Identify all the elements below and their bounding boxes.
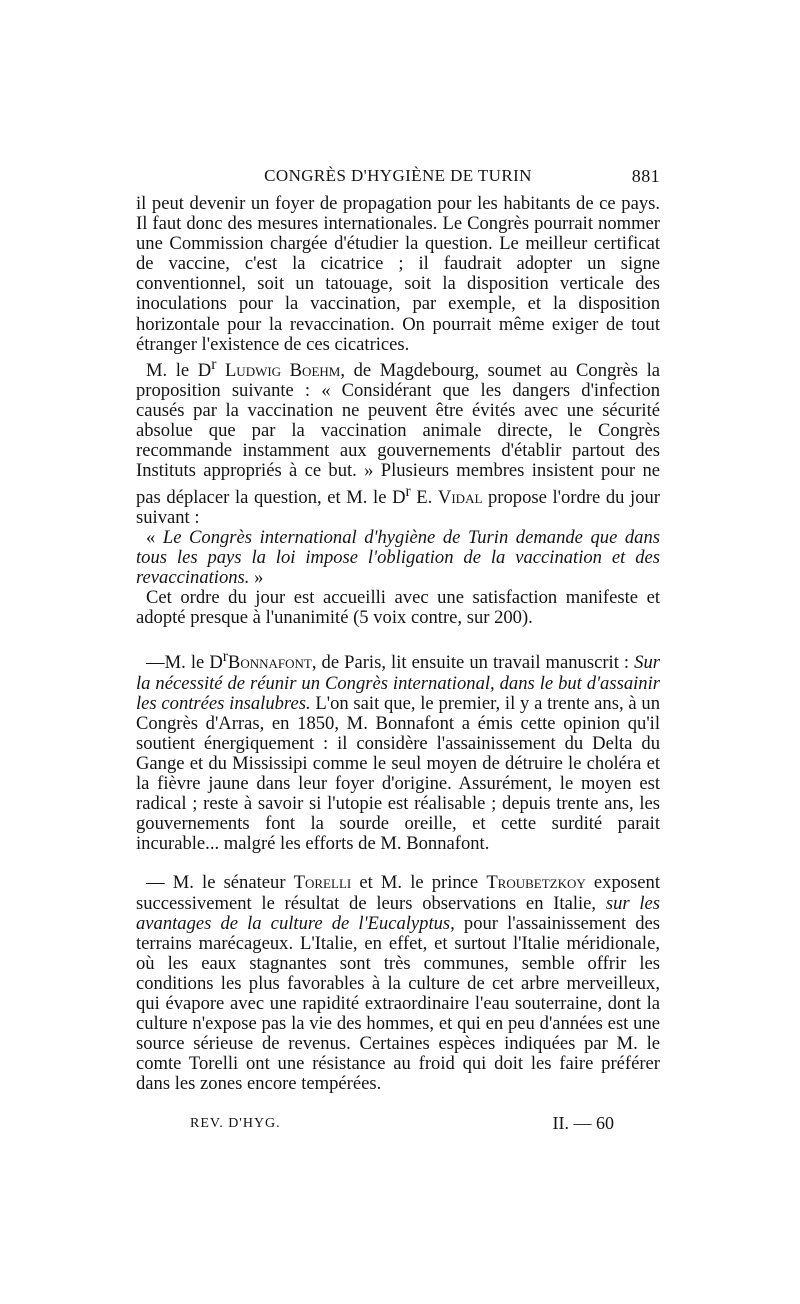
topic-title: sur les avantages de la culture de l'Eucalyptus, xyxy=(136,892,660,934)
text-segment: — M. le sénateur xyxy=(146,872,294,894)
person-name-troubetzkoy: Troubetzkoy xyxy=(486,872,586,894)
person-name-torelli: Torelli xyxy=(293,872,352,894)
paragraph-vaccination-certificate: il peut devenir un foyer de propagation pour les habitants de ce pays. Il faut donc des mesures internationales. Le Congrès pourrait nommer une Commission chargée d'étudier la question. Le meilleur certificat de vaccine, c'est la cicatrice ; il faudrait adopter un signe conventionnel, soit un tatouage, soit la disposition verticale des inoculations pour la vaccination, par exemple, et la disposition horizontale pour la revaccination. On pourrait même exiger de tout étranger l'existence de ces cicatrices. xyxy=(136,193,660,355)
person-name-vidal: Vidal xyxy=(437,486,483,508)
section-gap xyxy=(136,628,660,647)
text-segment: E. xyxy=(410,486,438,508)
paragraph-bonnafont xyxy=(136,647,660,854)
superscript: r xyxy=(211,355,217,373)
text-segment: , de Paris, lit ensuite un travail manuscrit : xyxy=(311,652,635,674)
text-segment: , de Magdebourg, soumet au Congrès la proposition suivante : « Considérant que les dangers d'infection causés par la vaccination ne peuvent être évités avec une sécurité absolue que par la vaccination animale directe, le Congrès recommande instamment aux gouvernements d'établir partout des Instituts appropriés à ce but. » Plusieurs membres insistent pour ne pas déplacer la question, et M. le D xyxy=(136,359,660,508)
paragraph-eucalyptus xyxy=(136,873,660,1094)
paragraph-boehm-proposal xyxy=(136,355,660,528)
text-segment: —M. le D xyxy=(146,652,223,674)
text-segment: et M. le prince xyxy=(351,872,487,894)
text-segment: L'on sait que, le premier, il y a trente ans, à un Congrès d'Arras, en 1850, M. Bonnafont a émis cette opinion qu'il soutient énergiquement : il considère l'assainissement du Delta du Gange et du Mississipi comme le seul moyen de détruire le choléra et la fièvre jaune dans leur foyer d'origine. Assurément, le moyen est radical ; reste à savoir si l'utopie est réalisable ; depuis trente ans, les gouvernements font la sourde oreille, et cette surdité parait incurable... malgré les efforts de M. Bonnafont. xyxy=(136,692,660,855)
superscript: r xyxy=(405,482,411,500)
signature-mark: II. — 60 xyxy=(552,1113,614,1133)
running-header xyxy=(136,166,660,192)
section-gap xyxy=(136,854,660,873)
text-segment: pour l'assainissement des terrains marécageux. L'Italie, en effet, et surtout l'Italie méridionale, où les eaux stagnantes sont très communes, semble offrir les conditions les plus favorables à la culture de cet arbre merveilleux, qui évapore avec une rapidité extraordinaire l'eau souterraine, dont la culture n'expose pas la vie des hommes, et qui en peu d'années est une source sérieuse de revenus. Certaines espèces indiquées par M. le comte Torelli ont une résistance au froid qui doit les faire préférer dans les zones encore tempérées. xyxy=(136,912,660,1095)
text-segment: exposent successivement le résultat de leurs observations en Italie, xyxy=(136,872,660,914)
journal-abbreviation: REV. D'HYG. xyxy=(190,1116,281,1131)
paragraph-vote: Cet ordre du jour est accueilli avec une satisfaction manifeste et adopté presque à l'unanimité (5 voix contre, sur 200). xyxy=(136,587,660,629)
text-segment: M. le D xyxy=(146,359,212,381)
work-title: Sur la nécessité de réunir un Congrès international, dans le but d'assainir les contrées insalubres. xyxy=(136,652,661,714)
page-body xyxy=(136,194,660,1095)
quote-close: » xyxy=(249,567,264,589)
text-segment: propose l'ordre du jour suivant : xyxy=(136,486,660,528)
paragraph-resolution xyxy=(136,528,660,588)
running-title: CONGRÈS D'HYGIÈNE DE TURIN xyxy=(264,166,532,185)
page-number: 881 xyxy=(631,166,660,186)
person-name-boehm: Ludwig Boehm xyxy=(224,359,341,381)
quote-open: « xyxy=(146,526,163,548)
person-name-bonnafont: Bonnafont xyxy=(227,652,312,674)
resolution-text: Le Congrès international d'hygiène de Turin demande que dans tous les pays la loi impose l'obligation de la vaccination et des revaccinations. xyxy=(136,526,660,589)
superscript: r xyxy=(222,648,228,666)
page-footer xyxy=(190,1113,614,1137)
